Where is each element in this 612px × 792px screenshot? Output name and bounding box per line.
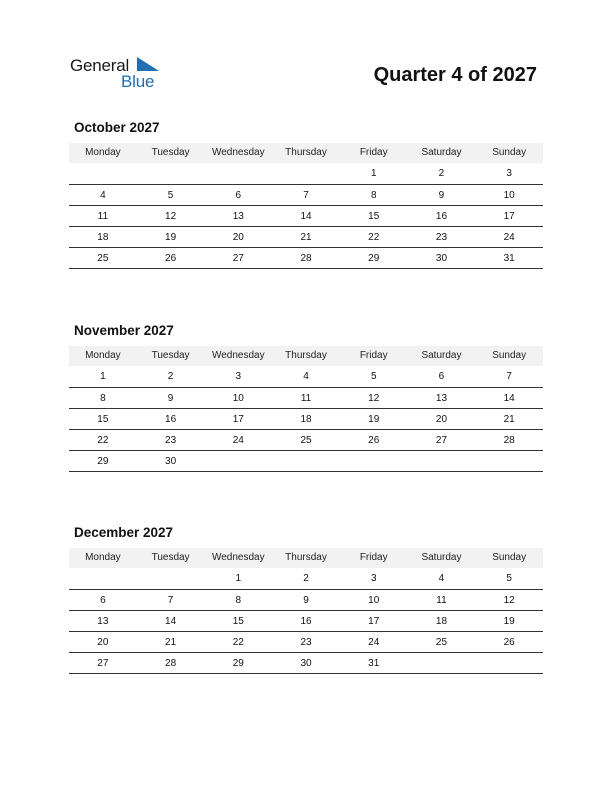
day-cell: 23 xyxy=(165,435,177,446)
weekday-header: Tuesday xyxy=(151,552,190,563)
day-cell: 21 xyxy=(165,637,177,648)
day-cell: 8 xyxy=(370,190,377,201)
day-cell: 21 xyxy=(503,414,515,425)
day-cell: 24 xyxy=(232,435,244,446)
page-title: Quarter 4 of 2027 xyxy=(373,64,537,86)
day-cell: 13 xyxy=(97,616,109,627)
day-cell: 20 xyxy=(97,637,109,648)
weekday-header-row xyxy=(69,346,543,366)
week-row xyxy=(69,632,543,653)
day-cell: 14 xyxy=(503,393,515,404)
day-cell: 15 xyxy=(97,414,109,425)
week-row xyxy=(69,451,543,472)
weekday-header: Tuesday xyxy=(151,350,190,361)
day-cell: 30 xyxy=(165,456,177,467)
day-cell: 14 xyxy=(300,211,312,222)
day-cell: 23 xyxy=(300,637,312,648)
weekday-header: Tuesday xyxy=(151,147,190,158)
week-row xyxy=(69,611,543,632)
day-cell: 10 xyxy=(368,595,380,606)
day-cell: 9 xyxy=(167,393,174,404)
day-cell: 22 xyxy=(232,637,244,648)
day-cell: 28 xyxy=(503,435,515,446)
month-grid xyxy=(69,548,543,674)
day-cell: 6 xyxy=(235,190,242,201)
day-cell: 11 xyxy=(300,393,312,404)
weekday-header: Monday xyxy=(85,552,121,563)
weekday-header: Sunday xyxy=(492,350,527,361)
day-cell xyxy=(137,568,205,589)
day-cell xyxy=(272,451,340,471)
day-cell: 31 xyxy=(368,658,380,669)
logo-word-general: General xyxy=(70,56,130,75)
day-cell: 16 xyxy=(435,211,448,222)
weekday-header: Wednesday xyxy=(211,147,265,158)
day-cell: 3 xyxy=(370,573,377,584)
day-cell: 5 xyxy=(506,573,512,584)
day-cell: 19 xyxy=(503,616,515,627)
day-cell: 17 xyxy=(368,616,380,627)
day-cell: 7 xyxy=(303,190,309,201)
day-cell: 1 xyxy=(235,573,242,584)
day-cell: 12 xyxy=(503,595,515,606)
day-cell: 14 xyxy=(165,616,177,627)
day-cell xyxy=(475,451,543,471)
week-row xyxy=(69,185,543,206)
week-row xyxy=(69,366,543,388)
weekday-header: Friday xyxy=(359,147,388,158)
day-cell: 25 xyxy=(435,637,448,648)
weekday-header: Monday xyxy=(85,350,121,361)
day-cell: 2 xyxy=(438,168,445,179)
weekday-header: Friday xyxy=(359,350,388,361)
day-cell: 1 xyxy=(370,168,377,179)
day-cell: 4 xyxy=(303,371,309,382)
week-row xyxy=(69,206,543,227)
day-cell: 2 xyxy=(303,573,309,584)
day-cell: 16 xyxy=(300,616,312,627)
day-cell: 25 xyxy=(300,435,312,446)
day-cell xyxy=(408,653,476,673)
day-cell: 29 xyxy=(97,456,109,467)
day-cell: 27 xyxy=(435,435,448,446)
day-cell: 19 xyxy=(368,414,380,425)
logo-word-blue: Blue xyxy=(121,72,155,91)
day-cell: 21 xyxy=(300,232,312,243)
day-cell: 12 xyxy=(165,211,177,222)
day-cell: 12 xyxy=(368,393,380,404)
day-cell: 8 xyxy=(235,595,242,606)
day-cell: 7 xyxy=(167,595,174,606)
day-cell: 15 xyxy=(368,211,380,222)
day-cell: 18 xyxy=(97,232,109,243)
weekday-header: Thursday xyxy=(285,350,327,361)
weekday-header: Saturday xyxy=(421,350,462,361)
day-cell: 9 xyxy=(438,190,445,201)
day-cell: 3 xyxy=(235,371,242,382)
day-cell: 18 xyxy=(300,414,312,425)
day-cell: 25 xyxy=(97,253,109,264)
day-cell xyxy=(69,163,137,184)
weekday-header: Sunday xyxy=(492,552,527,563)
week-row xyxy=(69,430,543,451)
week-row xyxy=(69,163,543,185)
weekday-header-row xyxy=(69,548,543,568)
day-cell: 26 xyxy=(165,253,177,264)
day-cell: 24 xyxy=(503,232,515,243)
weekday-header: Thursday xyxy=(285,552,327,563)
day-cell: 28 xyxy=(300,253,312,264)
day-cell xyxy=(475,653,543,673)
week-row xyxy=(69,388,543,409)
day-cell: 29 xyxy=(232,658,244,669)
day-cell: 16 xyxy=(165,414,177,425)
day-cell: 15 xyxy=(232,616,244,627)
day-cell: 22 xyxy=(97,435,109,446)
day-cell: 17 xyxy=(503,211,515,222)
weekday-header: Wednesday xyxy=(211,552,265,563)
day-cell: 6 xyxy=(100,595,106,606)
week-row xyxy=(69,409,543,430)
day-cell: 27 xyxy=(232,253,244,264)
month-title: November 2027 xyxy=(74,323,174,338)
day-cell: 19 xyxy=(165,232,177,243)
brand-logo xyxy=(70,55,170,95)
day-cell: 30 xyxy=(435,253,448,264)
weekday-header: Saturday xyxy=(421,552,462,563)
day-cell: 17 xyxy=(232,414,244,425)
weekday-header-row xyxy=(69,143,543,163)
day-cell: 4 xyxy=(100,190,106,201)
day-cell: 6 xyxy=(438,371,445,382)
day-cell: 28 xyxy=(165,658,177,669)
day-cell: 2 xyxy=(167,371,174,382)
day-cell: 11 xyxy=(436,595,447,606)
day-cell: 22 xyxy=(368,232,380,243)
weekday-header: Monday xyxy=(85,147,121,158)
day-cell: 26 xyxy=(503,637,515,648)
day-cell: 13 xyxy=(232,211,244,222)
day-cell: 5 xyxy=(167,190,174,201)
day-cell: 31 xyxy=(503,253,515,264)
week-row xyxy=(69,568,543,590)
month-grid xyxy=(69,346,543,472)
day-cell: 1 xyxy=(100,371,106,382)
week-row xyxy=(69,653,543,674)
day-cell xyxy=(204,451,272,471)
week-row xyxy=(69,248,543,269)
day-cell xyxy=(408,451,476,471)
week-row xyxy=(69,227,543,248)
day-cell: 26 xyxy=(368,435,380,446)
day-cell: 7 xyxy=(506,371,512,382)
weekday-header: Wednesday xyxy=(211,350,265,361)
day-cell: 11 xyxy=(97,211,109,222)
day-cell xyxy=(69,568,137,589)
day-cell: 27 xyxy=(97,658,109,669)
month-title: December 2027 xyxy=(74,525,174,540)
day-cell: 5 xyxy=(370,371,377,382)
day-cell: 20 xyxy=(232,232,244,243)
month-title: October 2027 xyxy=(74,120,160,135)
weekday-header: Thursday xyxy=(285,147,327,158)
day-cell xyxy=(137,163,205,184)
week-row xyxy=(69,590,543,611)
weekday-header: Friday xyxy=(359,552,388,563)
day-cell: 8 xyxy=(100,393,106,404)
weekday-header: Sunday xyxy=(492,147,527,158)
day-cell: 10 xyxy=(232,393,244,404)
day-cell: 30 xyxy=(300,658,312,669)
day-cell xyxy=(204,163,272,184)
day-cell: 13 xyxy=(435,393,448,404)
day-cell: 18 xyxy=(435,616,448,627)
weekday-header: Saturday xyxy=(421,147,462,158)
month-grid xyxy=(69,143,543,269)
day-cell: 9 xyxy=(303,595,309,606)
day-cell: 24 xyxy=(368,637,380,648)
day-cell: 4 xyxy=(438,573,445,584)
day-cell: 3 xyxy=(506,168,512,179)
day-cell: 23 xyxy=(435,232,448,243)
day-cell: 29 xyxy=(368,253,380,264)
day-cell: 20 xyxy=(435,414,448,425)
day-cell xyxy=(340,451,408,471)
logo-triangle-icon xyxy=(137,57,159,71)
day-cell xyxy=(272,163,340,184)
day-cell: 10 xyxy=(503,190,515,201)
